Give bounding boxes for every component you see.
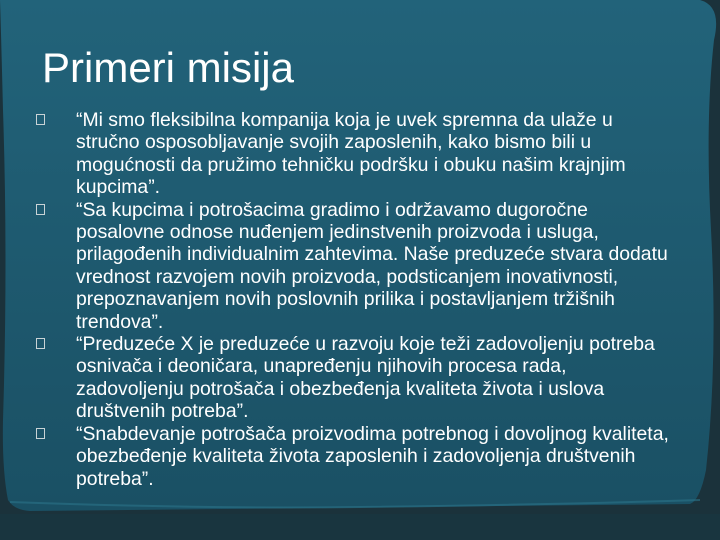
list-item: [36, 109, 676, 199]
list-item: [36, 423, 676, 490]
bullet-text: “Snabdevanje potrošača proizvodima potrebnog i dovoljnog kvaliteta, obezbeđenje kvaliteta života zaposlenih i zadovoljenja društvenih potreba”.: [76, 422, 669, 490]
square-bullet-icon: [36, 204, 45, 215]
square-bullet-icon: [36, 114, 45, 125]
bullet-text: “Sa kupcima i potrošacima gradimo i održavamo dugoročne posalovne odnose nuđenjem jedinstvenih proizvoda i usluga, prilagođenih individualnim zahtevima. Naše preduzeće stvara dodatu vrednost razvojem novih proizvoda, podsticanjem inovativnosti, prepoznavanjem novih poslovnih prilika i postavljanjem tržišnih trendova”.: [76, 198, 668, 333]
bullet-text: “Preduzeće X je preduzeće u razvoju koje teži zadovoljenju potreba osnivača i deoničara, unapređenju njihovih procesa rada, zadovoljenju potrošača i obezbeđenja kvaliteta života i uslova društvenih potreba”.: [76, 333, 655, 423]
bullet-list: [36, 109, 676, 490]
square-bullet-icon: [36, 338, 45, 349]
list-item: [36, 199, 676, 333]
bullet-text: “Mi smo fleksibilna kompanija koja je uvek spremna da ulaže u stručno osposobljavanje svojih zaposlenih, kako bismo bili u mogućnosti da pružimo tehničku podršku i obuku našim krajnjim kupcima”.: [76, 109, 626, 199]
square-bullet-icon: [36, 428, 45, 439]
slide-title: Primeri misija: [42, 44, 294, 91]
list-item: [36, 333, 676, 423]
